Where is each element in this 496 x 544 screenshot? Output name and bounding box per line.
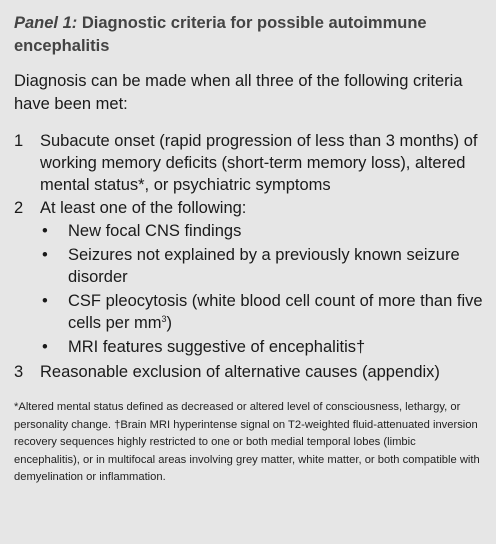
panel-title <box>14 12 484 58</box>
closing-paren: ) <box>166 314 173 332</box>
list-item <box>40 290 484 334</box>
criterion-2 <box>14 197 484 360</box>
panel-title-text: Diagnostic criteria for possible autoimmune encephalitis <box>14 14 427 55</box>
criteria-list <box>14 130 484 383</box>
criterion-1 <box>14 130 484 196</box>
sub-criterion-text: MRI features suggestive of encephalitis† <box>68 338 366 356</box>
sub-criterion-text-wrap <box>68 290 484 334</box>
sub-criterion-text: Seizures not explained by a previously known seizure disorder <box>68 246 460 286</box>
bullet-icon: • <box>42 292 48 310</box>
list-item <box>40 220 484 242</box>
footnote: *Altered mental status defined as decreased or altered level of consciousness, lethargy, or personality change. †Brain MRI hyperintense signal on T2-weighted fluid-attenuated inversion recovery sequences highly restricted to one or both medial temporal lobes (limbic encephalitis), or in multifocal areas involving grey matter, white matter, or both compatible with demyelination or inflammation. <box>14 401 480 483</box>
criterion-number: 3 <box>14 363 24 381</box>
criterion-number: 1 <box>14 132 24 150</box>
criterion-text: Subacute onset (rapid progression of less than 3 months) of working memory deficits (short-term memory loss), altered mental status*, or psychiatric symptoms <box>40 132 478 194</box>
sub-criteria-list <box>40 220 484 358</box>
sub-criterion-text: CSF pleocytosis (white blood cell count of more than five cells per mm <box>68 292 483 332</box>
intro-text: Diagnosis can be made when all three of the following criteria have been met: <box>14 72 463 113</box>
sub-criterion-text: New focal CNS findings <box>68 222 242 240</box>
bullet-icon: • <box>42 246 48 264</box>
list-item <box>40 336 484 358</box>
criterion-3 <box>14 361 484 383</box>
criterion-text: At least one of the following: <box>40 199 247 217</box>
list-item <box>40 244 484 288</box>
bullet-icon: • <box>42 338 48 356</box>
panel-label: Panel 1: <box>14 14 78 32</box>
criterion-text: Reasonable exclusion of alternative causes (appendix) <box>40 363 440 381</box>
bullet-icon: • <box>42 222 48 240</box>
superscript: 3 <box>161 314 167 324</box>
criterion-number: 2 <box>14 199 24 217</box>
criterion-body <box>40 197 484 360</box>
